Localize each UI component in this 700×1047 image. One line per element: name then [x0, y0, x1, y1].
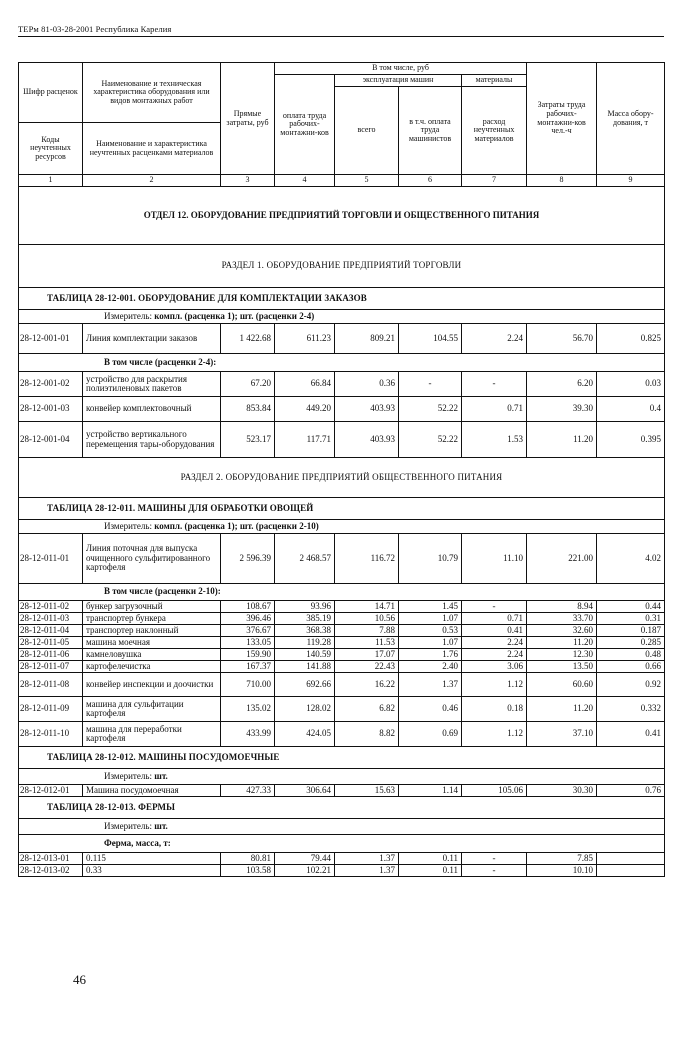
rate-code: 28-12-013-01	[19, 853, 83, 865]
table-012-title: ТАБЛИЦА 28-12-012. МАШИНЫ ПОСУДОМОЕЧНЫЕ	[19, 747, 665, 769]
cell-mass: 0.76	[597, 785, 665, 797]
cell-labor: 11.20	[527, 422, 597, 458]
cell-direct: 2 596.39	[221, 534, 275, 584]
cell-wage: 102.21	[275, 865, 335, 877]
cell-expl-total: 16.22	[335, 673, 399, 697]
cell-machinists: 0.53	[399, 625, 462, 637]
cell-machinists: 1.45	[399, 601, 462, 613]
cell-expl-total: 809.21	[335, 324, 399, 354]
header-rule	[18, 36, 664, 37]
rate-name: Линия комплектации заказов	[83, 324, 221, 354]
table-row	[19, 865, 665, 877]
cell-expl-total: 17.07	[335, 649, 399, 661]
rate-name: картофелечистка	[83, 661, 221, 673]
rate-name: 0.115	[83, 853, 221, 865]
cell-wage: 385.19	[275, 613, 335, 625]
cell-materials: -	[462, 372, 527, 397]
cell-labor: 221.00	[527, 534, 597, 584]
column-numbers-row	[19, 175, 665, 187]
rate-code: 28-12-011-10	[19, 722, 83, 747]
cell-machinists: 2.40	[399, 661, 462, 673]
cell-direct: 433.99	[221, 722, 275, 747]
cell-machinists: 0.69	[399, 722, 462, 747]
rate-name: бункер загрузочный	[83, 601, 221, 613]
rate-code: 28-12-001-03	[19, 397, 83, 422]
cell-direct: 103.58	[221, 865, 275, 877]
table-row	[19, 661, 665, 673]
cell-machinists: -	[399, 372, 462, 397]
cell-expl-total: 403.93	[335, 397, 399, 422]
rate-code: 28-12-013-02	[19, 865, 83, 877]
cell-expl-total: 116.72	[335, 534, 399, 584]
cell-labor: 56.70	[527, 324, 597, 354]
cell-labor: 60.60	[527, 673, 597, 697]
cell-materials: 1.53	[462, 422, 527, 458]
col-header-code: Шифр расценок	[19, 63, 83, 123]
cell-direct: 67.20	[221, 372, 275, 397]
cell-direct: 80.81	[221, 853, 275, 865]
cell-wage: 449.20	[275, 397, 335, 422]
table-row	[19, 649, 665, 661]
col-header-incl-machinists: в т.ч. оплата труда машинистов	[399, 87, 462, 175]
otdel-heading: ОТДЕЛ 12. ОБОРУДОВАНИЕ ПРЕДПРИЯТИЙ ТОРГОВЛИ И ОБЩЕСТВЕННОГО ПИТАНИЯ	[19, 187, 665, 245]
table-row	[19, 397, 665, 422]
table-001-including: В том числе (расценки 2-4):	[19, 354, 665, 372]
cell-direct: 427.33	[221, 785, 275, 797]
cell-machinists: 52.22	[399, 422, 462, 458]
rates-table	[18, 62, 665, 877]
cell-wage: 306.64	[275, 785, 335, 797]
cell-materials: -	[462, 601, 527, 613]
cell-labor: 11.20	[527, 697, 597, 722]
cell-labor: 39.30	[527, 397, 597, 422]
cell-expl-total: 8.82	[335, 722, 399, 747]
col-number: 4	[275, 175, 335, 187]
cell-wage: 692.66	[275, 673, 335, 697]
col-header-name-res: Наименование и характеристика неучтенных расценками материалов	[83, 123, 221, 175]
table-header	[19, 63, 665, 187]
cell-mass: 0.44	[597, 601, 665, 613]
table-001-measure: Измеритель: компл. (расценка 1); шт. (расценки 2-4)	[19, 310, 665, 324]
table-row	[19, 853, 665, 865]
rate-name: транспортер бункера	[83, 613, 221, 625]
cell-materials: 0.71	[462, 397, 527, 422]
cell-materials: 2.24	[462, 637, 527, 649]
table-row	[19, 673, 665, 697]
col-header-direct: Прямые затраты, руб	[221, 63, 275, 175]
cell-materials: 0.41	[462, 625, 527, 637]
cell-labor: 33.70	[527, 613, 597, 625]
rate-code: 28-12-001-01	[19, 324, 83, 354]
table-013-measure: Измеритель: шт.	[19, 819, 665, 835]
rate-name: 0.33	[83, 865, 221, 877]
cell-machinists: 0.46	[399, 697, 462, 722]
cell-expl-total: 1.37	[335, 865, 399, 877]
rate-code: 28-12-011-08	[19, 673, 83, 697]
table-row	[19, 601, 665, 613]
table-011-including: В том числе (расценки 2-10):	[19, 584, 665, 601]
table-row	[19, 625, 665, 637]
cell-direct: 1 422.68	[221, 324, 275, 354]
table-row	[19, 324, 665, 354]
cell-materials: 105.06	[462, 785, 527, 797]
cell-labor: 13.50	[527, 661, 597, 673]
col-number: 9	[597, 175, 665, 187]
col-number: 1	[19, 175, 83, 187]
cell-expl-total: 14.71	[335, 601, 399, 613]
razdel-1-heading: РАЗДЕЛ 1. ОБОРУДОВАНИЕ ПРЕДПРИЯТИЙ ТОРГОВЛИ	[19, 245, 665, 288]
rate-name: камнеловушка	[83, 649, 221, 661]
cell-labor: 11.20	[527, 637, 597, 649]
cell-machinists: 10.79	[399, 534, 462, 584]
cell-labor: 6.20	[527, 372, 597, 397]
cell-materials: 3.06	[462, 661, 527, 673]
cell-labor: 8.94	[527, 601, 597, 613]
rate-name: Машина посудомоечная	[83, 785, 221, 797]
col-header-labor: Затраты труда рабочих-монтажни-ков чел.-ч	[527, 63, 597, 175]
cell-wage: 93.96	[275, 601, 335, 613]
cell-wage: 66.84	[275, 372, 335, 397]
col-header-wage: оплата труда рабочих-монтажни-ков	[275, 75, 335, 175]
rate-code: 28-12-011-02	[19, 601, 83, 613]
rate-name: устройство для раскрытия полиэтиленовых пакетов	[83, 372, 221, 397]
rate-code: 28-12-001-02	[19, 372, 83, 397]
cell-machinists: 1.07	[399, 613, 462, 625]
cell-mass: 0.395	[597, 422, 665, 458]
cell-mass: 0.187	[597, 625, 665, 637]
cell-labor: 37.10	[527, 722, 597, 747]
cell-machinists: 0.11	[399, 853, 462, 865]
rate-name: машина моечная	[83, 637, 221, 649]
cell-materials: -	[462, 865, 527, 877]
cell-wage: 611.23	[275, 324, 335, 354]
cell-machinists: 52.22	[399, 397, 462, 422]
table-row	[19, 422, 665, 458]
cell-materials: 0.71	[462, 613, 527, 625]
cell-mass	[597, 865, 665, 877]
rate-name: устройство вертикального перемещения тары-оборудования	[83, 422, 221, 458]
rate-name: конвейер инспекции и доочистки	[83, 673, 221, 697]
cell-machinists: 1.14	[399, 785, 462, 797]
page-number: 46	[73, 972, 86, 987]
table-row	[19, 372, 665, 397]
col-header-mass: Масса обору-дования, т	[597, 63, 665, 175]
cell-expl-total: 1.37	[335, 853, 399, 865]
cell-mass: 0.285	[597, 637, 665, 649]
cell-wage: 424.05	[275, 722, 335, 747]
cell-direct: 159.90	[221, 649, 275, 661]
cell-materials: 2.24	[462, 649, 527, 661]
cell-wage: 2 468.57	[275, 534, 335, 584]
col-header-materials: материалы	[462, 75, 527, 87]
col-number: 7	[462, 175, 527, 187]
razdel-2-heading: РАЗДЕЛ 2. ОБОРУДОВАНИЕ ПРЕДПРИЯТИЙ ОБЩЕСТВЕННОГО ПИТАНИЯ	[19, 458, 665, 498]
cell-mass: 0.31	[597, 613, 665, 625]
table-012-measure: Измеритель: шт.	[19, 769, 665, 785]
col-number: 8	[527, 175, 597, 187]
table-row	[19, 637, 665, 649]
table-row	[19, 785, 665, 797]
col-number: 2	[83, 175, 221, 187]
cell-machinists: 104.55	[399, 324, 462, 354]
cell-labor: 7.85	[527, 853, 597, 865]
cell-mass: 0.03	[597, 372, 665, 397]
col-number: 6	[399, 175, 462, 187]
cell-expl-total: 22.43	[335, 661, 399, 673]
cell-direct: 710.00	[221, 673, 275, 697]
cell-mass: 0.825	[597, 324, 665, 354]
cell-wage: 79.44	[275, 853, 335, 865]
col-header-name: Наименование и техническая характеристика оборудования или видов монтажных работ	[83, 63, 221, 123]
cell-labor: 10.10	[527, 865, 597, 877]
cell-labor: 12.30	[527, 649, 597, 661]
table-row	[19, 697, 665, 722]
rate-code: 28-12-011-07	[19, 661, 83, 673]
rate-code: 28-12-012-01	[19, 785, 83, 797]
table-013-title: ТАБЛИЦА 28-12-013. ФЕРМЫ	[19, 797, 665, 819]
cell-direct: 376.67	[221, 625, 275, 637]
cell-expl-total: 6.82	[335, 697, 399, 722]
cell-mass	[597, 853, 665, 865]
cell-mass: 0.92	[597, 673, 665, 697]
rate-code: 28-12-001-04	[19, 422, 83, 458]
cell-labor: 32.60	[527, 625, 597, 637]
rate-code: 28-12-011-03	[19, 613, 83, 625]
table-013-group: Ферма, масса, т:	[19, 835, 665, 853]
cell-machinists: 1.37	[399, 673, 462, 697]
col-number: 5	[335, 175, 399, 187]
cell-wage: 141.88	[275, 661, 335, 673]
cell-wage: 128.02	[275, 697, 335, 722]
col-number: 3	[221, 175, 275, 187]
cell-materials: 11.10	[462, 534, 527, 584]
rate-code: 28-12-011-04	[19, 625, 83, 637]
rate-code: 28-12-011-09	[19, 697, 83, 722]
col-header-expl: эксплуатация машин	[335, 75, 462, 87]
table-row	[19, 613, 665, 625]
col-header-codes-res: Коды неучтенных ресурсов	[19, 123, 83, 175]
col-header-incl: В том числе, руб	[275, 63, 527, 75]
cell-wage: 140.59	[275, 649, 335, 661]
table-001-title: ТАБЛИЦА 28-12-001. ОБОРУДОВАНИЕ ДЛЯ КОМПЛЕКТАЦИИ ЗАКАЗОВ	[19, 288, 665, 310]
cell-materials: 1.12	[462, 673, 527, 697]
cell-direct: 167.37	[221, 661, 275, 673]
cell-expl-total: 7.88	[335, 625, 399, 637]
rate-name: конвейер комплектовочный	[83, 397, 221, 422]
cell-mass: 0.66	[597, 661, 665, 673]
rate-code: 28-12-011-06	[19, 649, 83, 661]
cell-mass: 4.02	[597, 534, 665, 584]
cell-materials: 1.12	[462, 722, 527, 747]
table-row	[19, 722, 665, 747]
cell-direct: 396.46	[221, 613, 275, 625]
cell-wage: 119.28	[275, 637, 335, 649]
cell-materials: 2.24	[462, 324, 527, 354]
col-header-mat-expense: расход неучтенных материалов	[462, 87, 527, 175]
cell-expl-total: 0.36	[335, 372, 399, 397]
rate-name: машина для переработки картофеля	[83, 722, 221, 747]
cell-materials: 0.18	[462, 697, 527, 722]
rate-code: 28-12-011-05	[19, 637, 83, 649]
cell-direct: 523.17	[221, 422, 275, 458]
cell-direct: 135.02	[221, 697, 275, 722]
table-row	[19, 534, 665, 584]
rate-name: Линия поточная для выпуска очищенного сульфитированного картофеля	[83, 534, 221, 584]
cell-mass: 0.332	[597, 697, 665, 722]
cell-wage: 368.38	[275, 625, 335, 637]
cell-expl-total: 10.56	[335, 613, 399, 625]
cell-machinists: 0.11	[399, 865, 462, 877]
cell-expl-total: 11.53	[335, 637, 399, 649]
rate-name: машина для сульфитации картофеля	[83, 697, 221, 722]
cell-machinists: 1.07	[399, 637, 462, 649]
page-header: ТЕРм 81-03-28-2001 Республика Карелия	[18, 24, 172, 34]
cell-labor: 30.30	[527, 785, 597, 797]
rate-code: 28-12-011-01	[19, 534, 83, 584]
rate-name: транспортер наклонный	[83, 625, 221, 637]
cell-expl-total: 403.93	[335, 422, 399, 458]
cell-direct: 108.67	[221, 601, 275, 613]
cell-mass: 0.4	[597, 397, 665, 422]
cell-mass: 0.41	[597, 722, 665, 747]
col-header-total: всего	[335, 87, 399, 175]
cell-mass: 0.48	[597, 649, 665, 661]
cell-direct: 853.84	[221, 397, 275, 422]
cell-machinists: 1.76	[399, 649, 462, 661]
cell-materials: -	[462, 853, 527, 865]
table-011-measure: Измеритель: компл. (расценка 1); шт. (расценки 2-10)	[19, 520, 665, 534]
cell-expl-total: 15.63	[335, 785, 399, 797]
cell-direct: 133.05	[221, 637, 275, 649]
table-011-title: ТАБЛИЦА 28-12-011. МАШИНЫ ДЛЯ ОБРАБОТКИ ОВОЩЕЙ	[19, 498, 665, 520]
cell-wage: 117.71	[275, 422, 335, 458]
